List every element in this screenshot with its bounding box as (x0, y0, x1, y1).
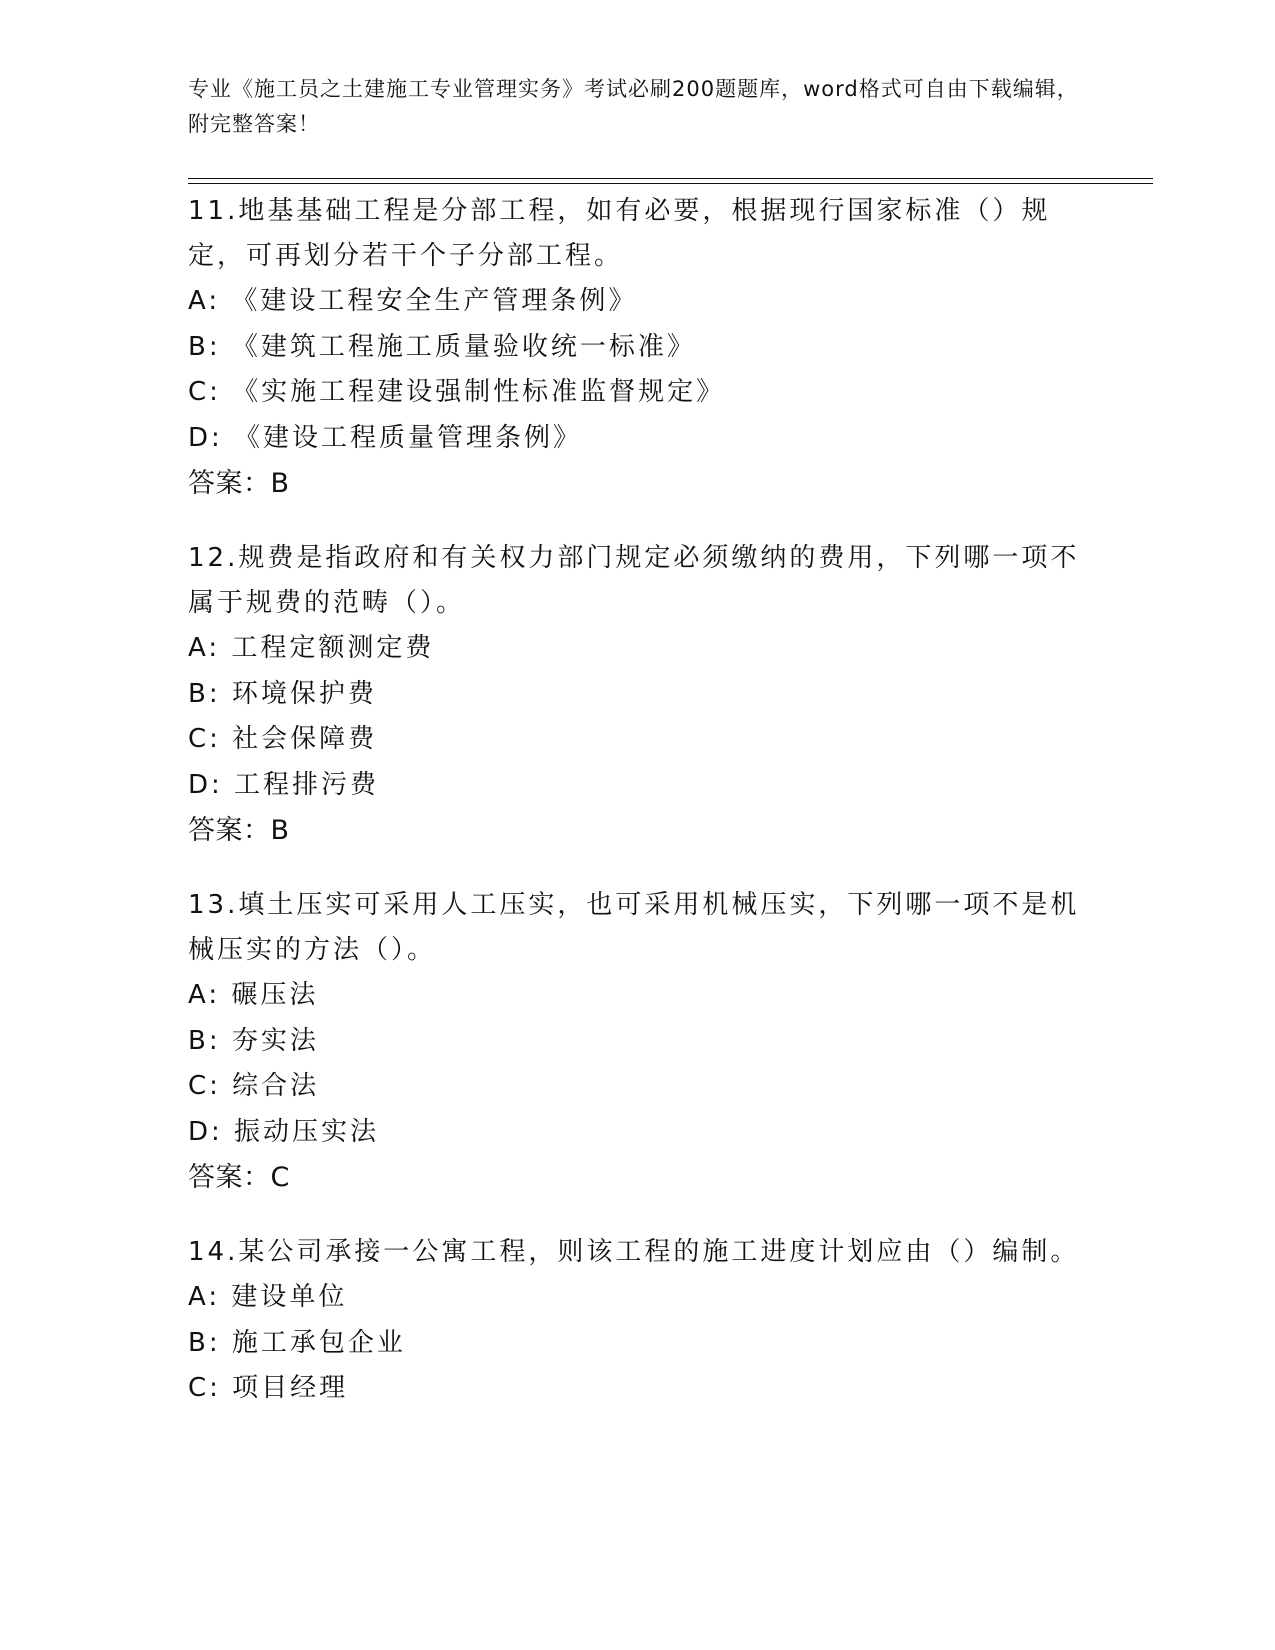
option-c: C: 《实施工程建设强制性标准监督规定》 (188, 377, 726, 407)
answer-text: 答案：B (188, 468, 290, 499)
option-b: B: 夯实法 (188, 1025, 319, 1056)
option-b: B: 《建筑工程施工质量验收统一标准》 (188, 331, 696, 362)
option-a: A: 碾压法 (188, 980, 319, 1010)
option-d: D: 《建设工程质量管理条例》 (188, 422, 583, 453)
question-text: 13.填土压实可采用人工压实，也可采用机械压实，下列哪一项不是机械压实的方法（）。 (188, 890, 1080, 965)
option-a: A: 工程定额测定费 (188, 633, 435, 663)
question-text: 14.某公司承接一公寓工程，则该工程的施工进度计划应由（）编制。 (188, 1237, 1080, 1267)
answer-text: 答案：B (188, 815, 290, 846)
question-14 (188, 1230, 1088, 1412)
question-12 (188, 536, 1088, 853)
option-a: A: 建设单位 (188, 1282, 348, 1312)
question-13 (188, 883, 1088, 1200)
option-b: B: 环境保护费 (188, 678, 377, 709)
question-list (188, 189, 1088, 1442)
question-text: 11.地基基础工程是分部工程，如有必要，根据现行国家标准（）规定，可再划分若干个子分部工程。 (188, 196, 1051, 271)
header-rule-top (188, 178, 1153, 179)
option-c: C: 社会保障费 (188, 724, 378, 754)
option-a: A: 《建设工程安全生产管理条例》 (188, 286, 638, 316)
option-d: D: 振动压实法 (188, 1116, 380, 1147)
option-c: C: 综合法 (188, 1071, 320, 1101)
answer-text: 答案：C (188, 1162, 290, 1193)
header-rule-bottom (188, 183, 1153, 184)
option-d: D: 工程排污费 (188, 769, 380, 800)
option-b: B: 施工承包企业 (188, 1327, 406, 1358)
question-text: 12.规费是指政府和有关权力部门规定必须缴纳的费用，下列哪一项不属于规费的范畴（）。 (188, 543, 1080, 618)
question-11 (188, 189, 1088, 506)
option-c: C: 项目经理 (188, 1373, 349, 1403)
document-header: 专业《施工员之土建施工专业管理实务》考试必刷200题题库，word格式可自由下载编辑，附完整答案！ (188, 77, 1079, 136)
